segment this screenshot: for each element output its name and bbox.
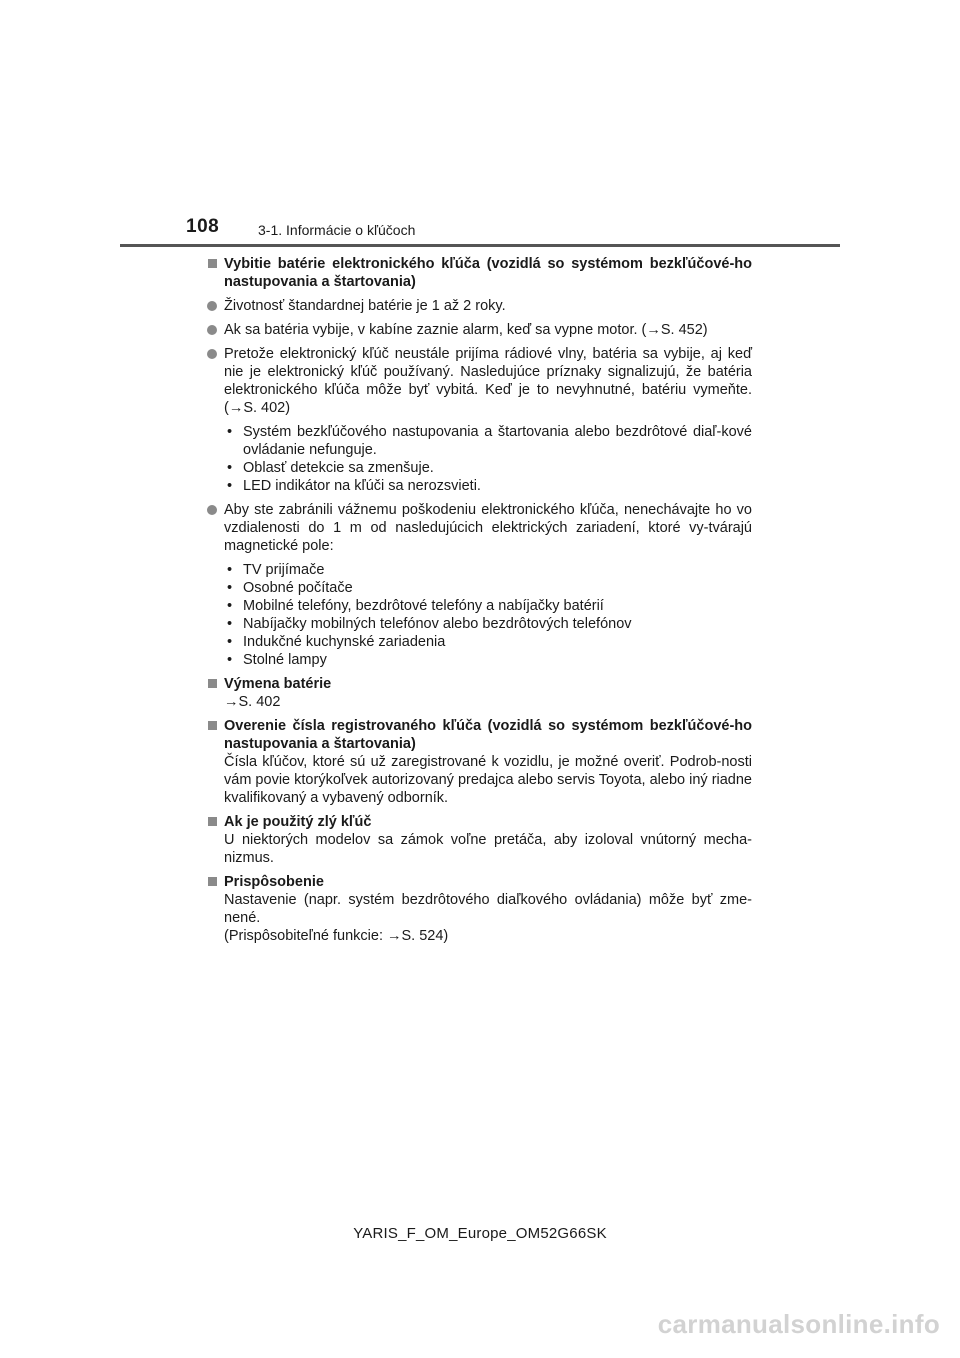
symptom-item — [224, 477, 752, 495]
small-dot-icon: • — [227, 478, 233, 494]
device-item — [224, 579, 752, 597]
small-dot-icon: • — [227, 652, 233, 668]
section-body: U niektorých modelov sa zámok voľne pretáča, aby izoloval vnútorný mecha-nizmus. — [224, 832, 752, 866]
section-heading — [206, 255, 752, 291]
list-item-text: Ak sa batéria vybije, v kabíne zaznie alarm, keď sa vypne motor. (→S. 452) — [224, 322, 708, 338]
device-text: Stolné lampy — [243, 652, 327, 668]
list-item — [206, 501, 752, 555]
square-bullet-icon — [208, 817, 217, 826]
section-heading-text: Ak je použitý zlý kľúč — [224, 814, 372, 830]
device-item — [224, 561, 752, 579]
section-heading-text: Výmena batérie — [224, 676, 332, 692]
section-heading — [206, 813, 752, 831]
device-text: Osobné počítače — [243, 580, 353, 596]
page-content — [206, 255, 752, 951]
list-item — [206, 345, 752, 417]
device-list — [206, 561, 752, 669]
circle-bullet-icon — [207, 325, 217, 335]
small-dot-icon: • — [227, 616, 233, 632]
list-item-text: Aby ste zabránili vážnemu poškodeniu elektronického kľúča, nenechávajte ho vo vzdialenosti do 1 m od nasledujúcich elektrických zariadení, ktoré vy-tvárajú magnetické pole: — [224, 502, 752, 554]
square-bullet-icon — [208, 877, 217, 886]
device-item — [224, 597, 752, 615]
list-item — [206, 297, 752, 315]
small-dot-icon: • — [227, 598, 233, 614]
page-reference: →S. 402 — [224, 694, 281, 710]
section-heading — [206, 675, 752, 693]
device-item — [224, 615, 752, 633]
chapter-title: 3-1. Informácie o kľúčoch — [258, 222, 416, 238]
list-item-text: Životnosť štandardnej batérie je 1 až 2 roky. — [224, 298, 506, 314]
symptom-item — [224, 459, 752, 477]
symptom-text: LED indikátor na kľúči sa nerozsvieti. — [243, 478, 481, 494]
square-bullet-icon — [208, 679, 217, 688]
document-code: YARIS_F_OM_Europe_OM52G66SK — [353, 1225, 607, 1242]
page-reference: (Prispôsobiteľné funkcie: →S. 524) — [224, 928, 449, 944]
list-item-text: Pretože elektronický kľúč neustále prijíma rádiové vlny, batéria sa vybije, aj keď nie je elektronický kľúč používaný. Nasledujúce príznaky signalizujú, že batéria elektronického kľúča môže byť vybitá. Keď je to nevyhnutné, batériu vymeňte. (→S. 402) — [224, 346, 752, 416]
section-battery-replacement — [206, 675, 752, 711]
header-divider — [120, 244, 840, 247]
section-wrong-key — [206, 813, 752, 867]
section-body: Nastavenie (napr. systém bezdrôtového diaľkového ovládania) môže byť zme-nené. — [224, 892, 752, 926]
section-customization — [206, 873, 752, 945]
symptom-text: Systém bezkľúčového nastupovania a štartovania alebo bezdrôtové diaľ-kové ovládanie nefunguje. — [243, 424, 752, 458]
section-heading — [206, 873, 752, 891]
symptom-text: Oblasť detekcie sa zmenšuje. — [243, 460, 434, 476]
section-heading — [206, 717, 752, 753]
page-number: 108 — [186, 216, 220, 237]
device-item — [224, 633, 752, 651]
section-battery-depletion — [206, 255, 752, 669]
small-dot-icon: • — [227, 634, 233, 650]
watermark[interactable]: carmanualsonline.info — [657, 1309, 940, 1339]
section-heading-text: Prispôsobenie — [224, 874, 324, 890]
section-heading-text: Overenie čísla registrovaného kľúča (vozidlá so systémom bezkľúčové-ho nastupovania a štartovania) — [224, 718, 752, 752]
device-item — [224, 651, 752, 669]
section-body: Čísla kľúčov, ktoré sú už zaregistrované k vozidlu, je možné overiť. Podrob-nosti vám povie ktorýkoľvek autorizovaný predajca alebo servis Toyota, alebo iný riadne kvalifikovaný a vybavený odborník. — [224, 754, 752, 806]
small-dot-icon: • — [227, 580, 233, 596]
list-item — [206, 321, 752, 339]
section-key-number-check — [206, 717, 752, 807]
circle-bullet-icon — [207, 349, 217, 359]
circle-bullet-icon — [207, 301, 217, 311]
device-text: TV prijímače — [243, 562, 325, 578]
section-heading-text: Vybitie batérie elektronického kľúča (vozidlá so systémom bezkľúčové-ho nastupovania a štartovania) — [224, 256, 752, 290]
circle-bullet-icon — [207, 505, 217, 515]
small-dot-icon: • — [227, 424, 233, 440]
device-text: Mobilné telefóny, bezdrôtové telefóny a nabíjačky batérií — [243, 598, 604, 614]
device-text: Nabíjačky mobilných telefónov alebo bezdrôtových telefónov — [243, 616, 632, 632]
symptom-item — [224, 423, 752, 459]
square-bullet-icon — [208, 721, 217, 730]
small-dot-icon: • — [227, 562, 233, 578]
symptom-list — [206, 423, 752, 495]
device-text: Indukčné kuchynské zariadenia — [243, 634, 446, 650]
small-dot-icon: • — [227, 460, 233, 476]
square-bullet-icon — [208, 259, 217, 268]
